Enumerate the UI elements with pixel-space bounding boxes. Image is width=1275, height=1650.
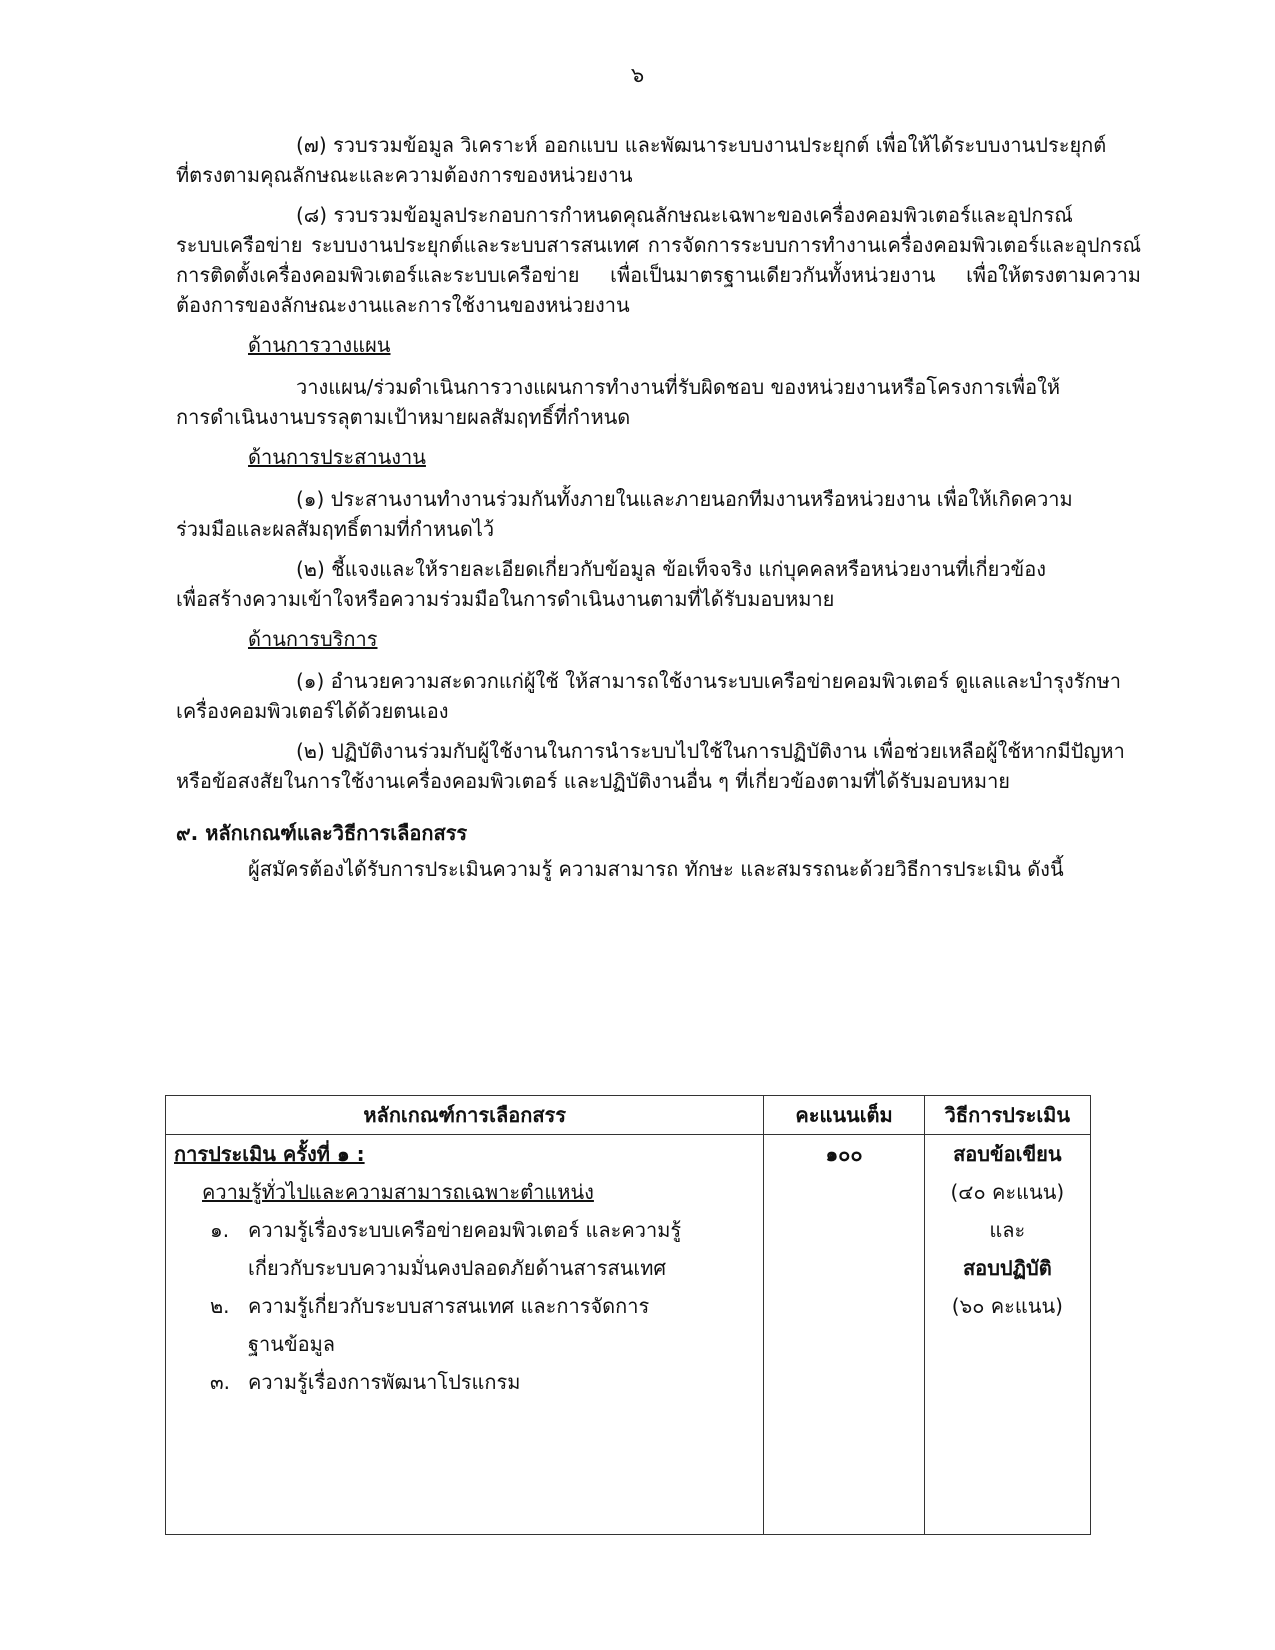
method-written-points: (๔๐ คะแนน) [950, 1180, 1065, 1204]
method-and: และ [989, 1218, 1026, 1242]
criteria-cell [166, 1135, 764, 1535]
full-score-value: ๑๐๐ [825, 1142, 863, 1166]
paragraph-first-line: (๒) ปฏิบัติงานร่วมกับผู้ใช้งานในการนำระบบไปใช้ในการปฏิบัติงาน เพื่อช่วยเหลือผู้ใช้หากมีปัญหา [296, 739, 1125, 763]
method-practical: สอบปฏิบัติ [962, 1256, 1052, 1280]
paragraph-first-line: วางแผน/ร่วมดำเนินการวางแผนการทำงานที่รับผิดชอบ ของหน่วยงานหรือโครงการเพื่อให้ [296, 375, 1061, 399]
method-cell [924, 1135, 1090, 1535]
section-9-title: ๙. หลักเกณฑ์และวิธีการเลือกสรร [176, 821, 468, 845]
paragraph-continuation: การดำเนินงานบรรลุตามเป้าหมายผลสัมฤทธิ์ที่กำหนด [176, 405, 631, 429]
paragraph-7 [176, 130, 1141, 190]
criteria-sub-heading: ความรู้ทั่วไปและความสามารถเฉพาะตำแหน่ง [202, 1180, 594, 1204]
paragraph-first-line: (๒) ชี้แจงและให้รายละเอียดเกี่ยวกับข้อมูล ข้อเท็จจริง แก่บุคคลหรือหน่วยงานที่เกี่ยวข้อง [296, 557, 1047, 581]
header-criteria: หลักเกณฑ์การเลือกสรร [166, 1096, 764, 1135]
item-line: ความรู้เรื่องการพัฒนาโปรแกรม [248, 1370, 521, 1394]
item-text [248, 1287, 755, 1363]
full-score-cell [764, 1135, 924, 1535]
item-line: ความรู้เรื่องระบบเครือข่ายคอมพิวเตอร์ และความรู้ [248, 1218, 682, 1242]
paragraph-first-line: (๗) รวบรวมข้อมูล วิเคราะห์ ออกแบบ และพัฒนาระบบงานประยุกต์ เพื่อให้ได้ระบบงานประยุกต์ [296, 133, 1107, 157]
paragraph-first-line: (๑) อำนวยความสะดวกแก่ผู้ใช้ ให้สามารถใช้งานระบบเครือข่ายคอมพิวเตอร์ ดูแลและบำรุงรักษา [296, 669, 1122, 693]
table-row [166, 1135, 1091, 1535]
paragraph-first-line: (๘) รวบรวมข้อมูลประกอบการกำหนดคุณลักษณะเฉพาะของเครื่องคอมพิวเตอร์และอุปกรณ์ [296, 203, 1073, 227]
paragraph-continuation: ที่ตรงตามคุณลักษณะและความต้องการของหน่วยงาน [176, 163, 633, 187]
coordination-heading: ด้านการประสานงาน [248, 445, 426, 469]
method-written: สอบข้อเขียน [953, 1142, 1062, 1166]
table-header-row [166, 1096, 1091, 1135]
paragraph-continuation: เพื่อสร้างความเข้าใจหรือความร่วมมือในการดำเนินงานตามที่ได้รับมอบหมาย [176, 587, 835, 611]
item-line: ความรู้เกี่ยวกับระบบสารสนเทศ และการจัดการ [248, 1294, 650, 1318]
criteria-item-3 [174, 1363, 755, 1401]
paragraph-continuation: ระบบเครือข่าย ระบบงานประยุกต์และระบบสารสนเทศ การจัดการระบบการทำงานเครื่องคอมพิวเตอร์และอุปกรณ์ การติดตั้งเครื่องคอมพิวเตอร์และระบบเครือข่าย เพื่อเป็นมาตรฐานเดียวกันทั้งหน่วยงาน เพื่อให้ตรงตามความต้องการของลักษณะงานและการใช้งานของหน่วยงาน [176, 233, 1141, 317]
document-body [176, 130, 1141, 918]
page-number: ๖ [630, 63, 645, 87]
planning-heading: ด้านการวางแผน [248, 333, 391, 357]
coordination-paragraph-1 [176, 484, 1141, 544]
criteria-item-1 [174, 1211, 755, 1287]
paragraph-first-line: (๑) ประสานงานทำงานร่วมกันทั้งภายในและภายนอกทีมงานหรือหน่วยงาน เพื่อให้เกิดความ [296, 487, 1073, 511]
header-full-score: คะแนนเต็ม [764, 1096, 924, 1135]
item-number: ๓. [210, 1370, 231, 1394]
item-line: เกี่ยวกับระบบความมั่นคงปลอดภัยด้านสารสนเทศ [248, 1256, 667, 1280]
service-paragraph-1 [176, 666, 1141, 726]
item-number: ๒. [210, 1294, 230, 1318]
coordination-paragraph-2 [176, 554, 1141, 614]
paragraph-continuation: ร่วมมือและผลสัมฤทธิ์ตามที่กำหนดไว้ [176, 517, 495, 541]
service-heading: ด้านการบริการ [248, 627, 378, 651]
paragraph-8 [176, 200, 1141, 320]
planning-paragraph [176, 372, 1141, 432]
paragraph-continuation: เครื่องคอมพิวเตอร์ได้ด้วยตนเอง [176, 699, 449, 723]
paragraph-continuation: หรือข้อสงสัยในการใช้งานเครื่องคอมพิวเตอร์ และปฏิบัติงานอื่น ๆ ที่เกี่ยวข้องตามที่ได้รับมอบหมาย [176, 769, 1011, 793]
item-line: ฐานข้อมูล [248, 1332, 336, 1356]
method-practical-points: (๖๐ คะแนน) [951, 1294, 1063, 1318]
header-method: วิธีการประเมิน [924, 1096, 1090, 1135]
selection-criteria-table [165, 1095, 1091, 1535]
item-number: ๑. [210, 1218, 230, 1242]
service-paragraph-2 [176, 736, 1141, 796]
item-text [248, 1363, 755, 1401]
round-title: การประเมิน ครั้งที่ ๑ : [174, 1142, 365, 1166]
criteria-item-2 [174, 1287, 755, 1363]
item-text [248, 1211, 755, 1287]
section-9-intro: ผู้สมัครต้องได้รับการประเมินความรู้ ความสามารถ ทักษะ และสมรรถนะด้วยวิธีการประเมิน ดังนี้ [248, 857, 1064, 881]
